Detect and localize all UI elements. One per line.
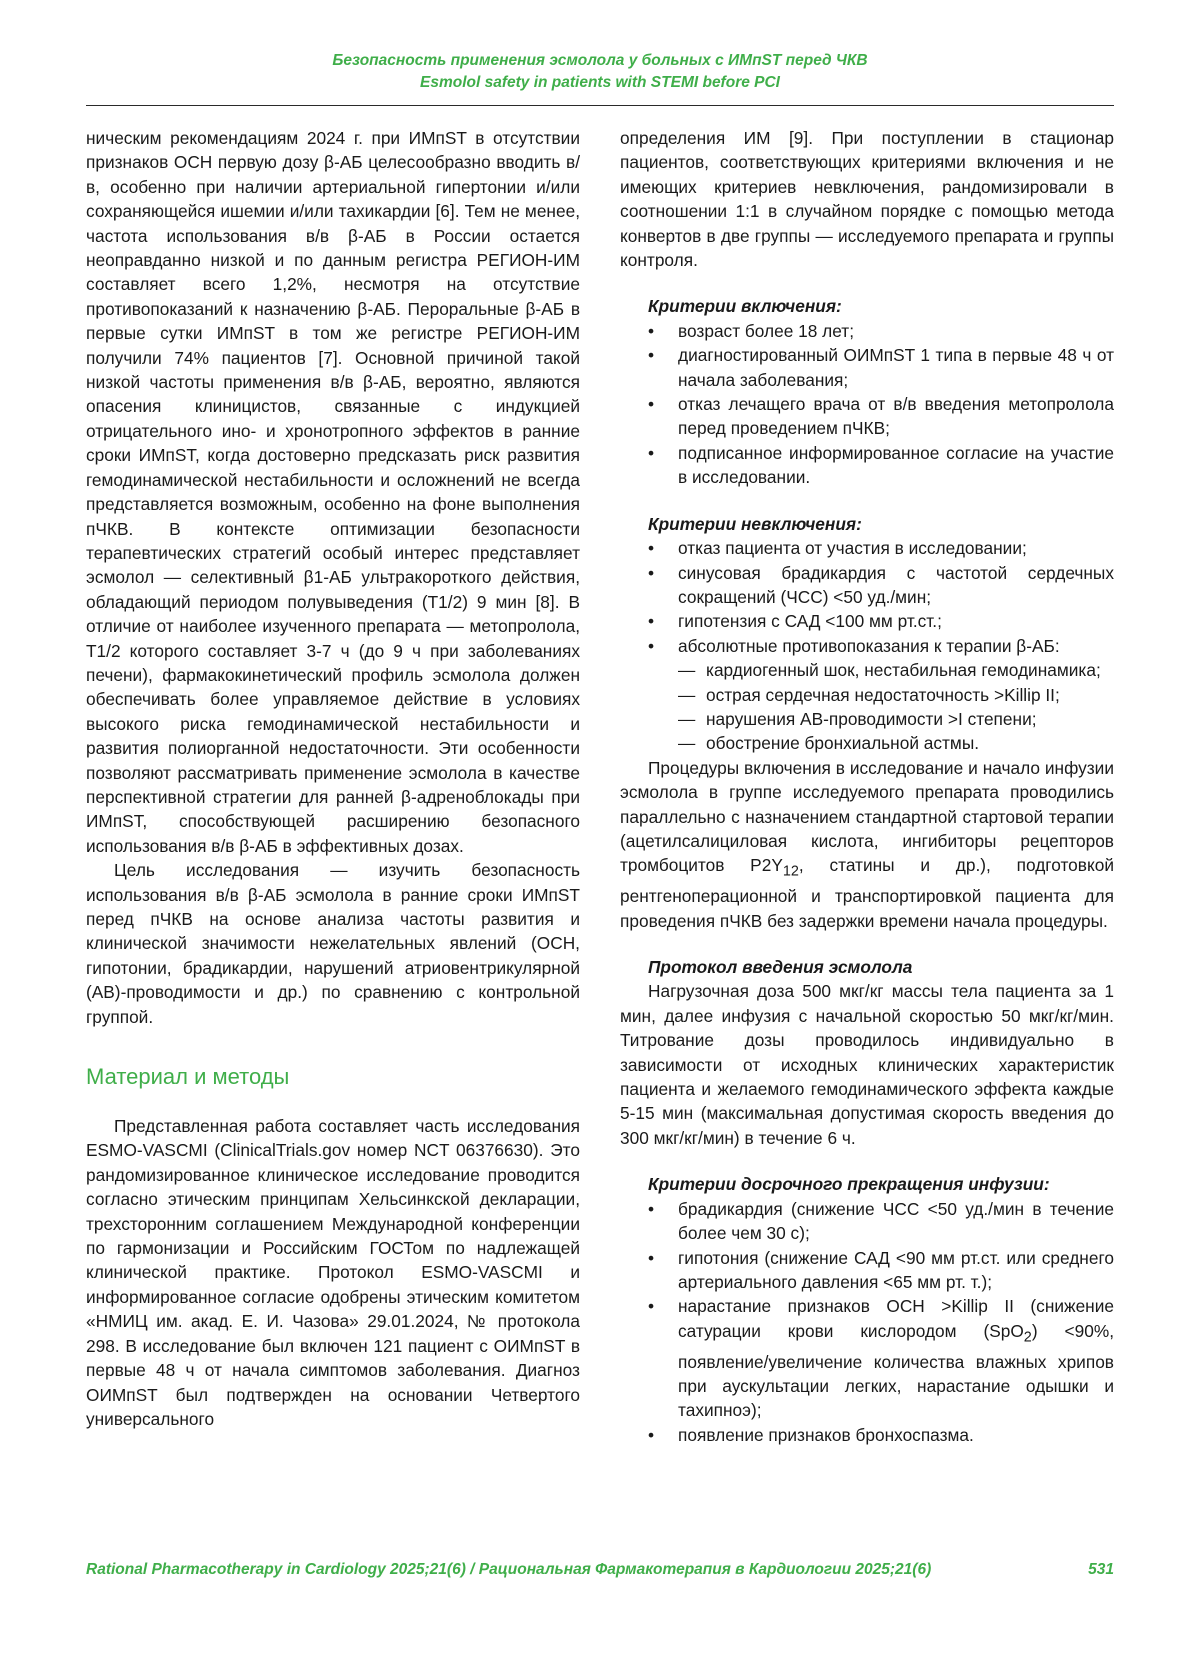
text-run: нарастание признаков ОСН >Killip II (снижение сатурации крови кислородом (SpO (678, 1296, 1114, 1341)
section-title: Материал и методы (86, 1064, 290, 1090)
header-title-en: Esmolol safety in patients with STEMI before PCI (419, 74, 780, 91)
inclusion-criteria-title: Критерии включения: (648, 296, 842, 317)
sub-list-item: — кардиогенный шок, нестабильная гемодинамика; (620, 658, 1114, 682)
list-item: • возраст более 18 лет; (620, 319, 1114, 343)
list-item: • гипотония (снижение САД <90 мм рт.ст. или среднего артериального давления <65 мм рт. т.); (620, 1246, 1114, 1295)
list-item: • синусовая брадикардия с частотой сердечных сокращений (ЧСС) <50 уд./мин; (620, 561, 1114, 610)
list-item: • брадикардия (снижение ЧСС <50 уд./мин в течение более чем 30 с); (620, 1197, 1114, 1246)
paragraph: ническим рекомендациям 2024 г. при ИМпST в отсутствии признаков ОСН первую дозу β-АБ целесообразно вводить в/в, особенно при наличии артериальной гипертонии и/или сохраняющейся ишемии и/или тахикардии [6]. Тем не менее, частота использования в/в β-АБ в России остается неоправданно низкой и по данным регистра РЕГИОН-ИМ составляет всего 1,2%, несмотря на отсутствие противопоказаний к назначению β-АБ. Пероральные β-АБ в первые сутки ИМпST в том же регистре РЕГИОН-ИМ получили 74% пациентов [7]. Основной причиной такой низкой частоты применения в/в β-АБ, вероятно, являются опасения клиницистов, связанные с индукцией отрицательного ино- и хронотропного эффектов в ранние сроки ИМпST, когда достоверно предсказать риск развития гемодинамической нестабильности и осложнений не всегда представляется возможным, особенно на фоне выполнения пЧКВ. В контексте оптимизации безопасности терапевтических стратегий особый интерес представляет эсмолол — селективный β1-АБ ультракороткого действия, обладающий периодом полувыведения (Т1/2) 9 мин [8]. В отличие от наиболее изученного препарата — метопролола, Т1/2 которого составляет 3-7 ч (до 9 ч при заболеваниях печени), фармакокинетический профиль эсмолола должен обеспечивать более управляемое действие в условиях высокого риска гемодинамической нестабильности и развития полиорганной недостаточности. Эти особенности позволяют рассматривать применение эсмолола в качестве перспективной стратегии для ранней β-адреноблокады при ИМпST, способствующей расширению безопасного использования в/в β-АБ в эффективных дозах. (86, 128, 580, 856)
procedure-paragraph (620, 756, 1114, 933)
list-item: • отказ лечащего врача от в/в введения метопролола перед проведением пЧКВ; (620, 392, 1114, 441)
list-item (620, 1294, 1114, 1422)
list-item: • появление признаков бронхоспазма. (620, 1423, 1114, 1447)
list-item: • подписанное информированное согласие на участие в исследовании. (620, 441, 1114, 490)
exclusion-criteria-list (620, 536, 1114, 658)
stop-criteria-title: Критерии досрочного прекращения инфузии: (648, 1174, 1050, 1195)
list-item: • отказ пациента от участия в исследовании; (620, 536, 1114, 560)
running-footer (86, 1560, 1114, 1580)
sub-list-item: — обострение бронхиальной астмы. (620, 731, 1114, 755)
protocol-title: Протокол введения эсмолола (648, 957, 913, 978)
list-item: • гипотензия с САД <100 мм рт.ст.; (620, 609, 1114, 633)
subscript: 12 (782, 863, 799, 880)
subscript: 2 (1023, 1329, 1032, 1346)
text-run: , статины и др.), подготовкой рентгеноперационной и транспортировкой пациента для проведения пЧКВ без задержки времени начала процедуры. (620, 855, 1114, 931)
list-item: • абсолютные противопоказания к терапии β-АБ: (620, 634, 1114, 658)
text-run: Процедуры включения в исследование и начало инфузии эсмолола в группе исследуемого препарата проводились параллельно с назначением стандартной стартовой терапии (ацетилсалициловая кислота, ингибиторы рецепторов тромбоцитов P2Y (620, 757, 1114, 876)
inclusion-criteria-list (620, 319, 1114, 490)
sub-list-item: — нарушения АВ-проводимости >I степени; (620, 707, 1114, 731)
methods-paragraph: Представленная работа составляет часть исследования ESMO-VASCMI (ClinicalTrials.gov номер NCT 06376630). Это рандомизированное клиническое исследование проводится согласно этическим принципам Хельсинкской декларации, трехсторонним соглашением Международной конференции по гармонизации и Российским ГОСТом по надлежащей клинической практике. Протокол ESMO-VASCMI и информированное согласие одобрены этическим комитетом «НМИЦ им. акад. Е. И. Чазова» 29.01.2024, № протокола 298. В исследование был включен 121 пациент с ОИМпST в первые 48 ч от начала симптомов заболевания. Диагноз ОИМпST был подтвержден на основании Четвертого универсального (86, 1116, 580, 1429)
header-divider (86, 105, 1114, 106)
protocol-paragraph: Нагрузочная доза 500 мкг/кг массы тела пациента за 1 мин, далее инфузия с начальной скоростью 50 мкг/кг/мин. Титрование дозы проводилось индивидуально в зависимости от исходных клинических характеристик пациента и желаемого гемодинамического эффекта каждые 5-15 мин (максимальная допустимая скорость введения до 300 мкг/кг/мин) в течение 6 ч. (620, 981, 1114, 1148)
aim-paragraph: Цель исследования — изучить безопасность использования в/в β-АБ эсмолола в ранние сроки ИМпST перед пЧКВ на основе анализа частоты развития и клинической значимости нежелательных явлений (ОСН, гипотонии, брадикардии, нарушений атриовентрикулярной (АВ)-проводимости и др.) по сравнению с контрольной группой. (86, 860, 580, 1027)
journal-citation: Rational Pharmacotherapy in Cardiology 2025;21(6) / Рациональная Фармакотерапия в Кардиологии 2025;21(6) (86, 1561, 932, 1578)
header-title-ru: Безопасность применения эсмолола у больных с ИМпST перед ЧКВ (332, 52, 868, 69)
sub-list-item: — острая сердечная недостаточность >Killip II; (620, 683, 1114, 707)
right-column (620, 126, 1114, 1447)
contraindications-sublist (620, 658, 1114, 756)
stop-criteria-list (620, 1197, 1114, 1448)
list-item: • диагностированный ОИМпST 1 типа в первые 48 ч от начала заболевания; (620, 343, 1114, 392)
paragraph: определения ИМ [9]. При поступлении в стационар пациентов, соответствующих критериями включения и не имеющих критериев невключения, рандомизировали в соотношении 1:1 в случайном порядке с помощью метода конвертов в две группы — исследуемого препарата и группы контроля. (620, 128, 1114, 271)
exclusion-criteria-title: Критерии невключения: (648, 513, 862, 534)
text-run: ) <90%, появление/увеличение количества влажных хрипов при аускультации легких, нарастание одышки и тахипноэ); (678, 1320, 1114, 1421)
left-column (86, 126, 580, 1431)
page-number: 531 (1088, 1561, 1114, 1578)
running-header (0, 50, 1200, 94)
